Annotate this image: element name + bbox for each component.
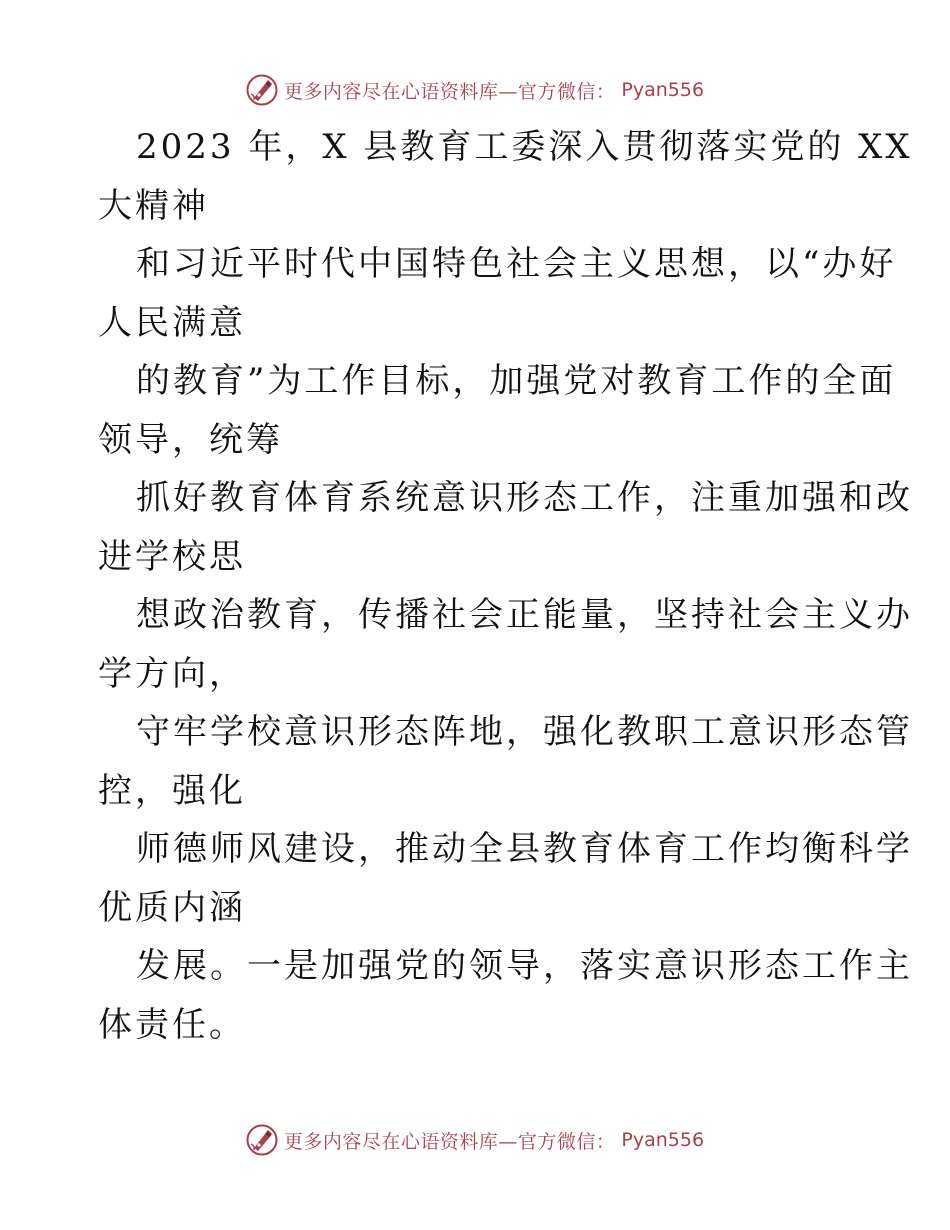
body-line: 进学校思 [98, 536, 246, 577]
body-line: 控，强化 [98, 770, 246, 811]
header-banner-inner [246, 74, 704, 106]
body-line: 想政治教育，传播社会正能量，坚持社会主义办 [136, 595, 913, 635]
body-line: 守牢学校意识形态阵地，强化教职工意识形态管 [136, 712, 913, 752]
document-body [98, 118, 913, 1054]
header-wechat-id: Pyan556 [621, 79, 705, 101]
body-line: 发展。一是加强党的领导，落实意识形态工作主 [136, 946, 913, 986]
body-line: 学方向， [98, 653, 246, 694]
footer-banner-inner [246, 1124, 704, 1156]
body-line: 和习近平时代中国特色社会主义思想，以“办好 [136, 244, 897, 284]
footer-banner [0, 1120, 950, 1160]
pen-nib-logo-icon [246, 1124, 278, 1156]
header-banner [0, 70, 950, 110]
header-banner-text: 更多内容尽在心语资料库—官方微信： [283, 80, 616, 103]
body-line: 领导，统筹 [98, 419, 283, 460]
body-line: 优质内涵 [98, 887, 246, 928]
body-line: 人民满意 [98, 302, 246, 343]
pen-nib-logo-icon [246, 74, 278, 106]
footer-banner-text: 更多内容尽在心语资料库—官方微信： [283, 1130, 616, 1153]
body-line: 师德师风建设，推动全县教育体育工作均衡科学 [136, 829, 913, 869]
body-line: 抓好教育体育系统意识形态工作，注重加强和改 [136, 478, 913, 518]
body-line: 体责任。 [98, 1004, 246, 1045]
body-line: 的教育”为工作目标，加强党对教育工作的全面 [136, 361, 897, 401]
footer-wechat-id: Pyan556 [621, 1129, 705, 1151]
body-line: 2023 年，X 县教育工委深入贯彻落实党的 XX [136, 127, 913, 167]
body-line: 大精神 [98, 185, 209, 226]
